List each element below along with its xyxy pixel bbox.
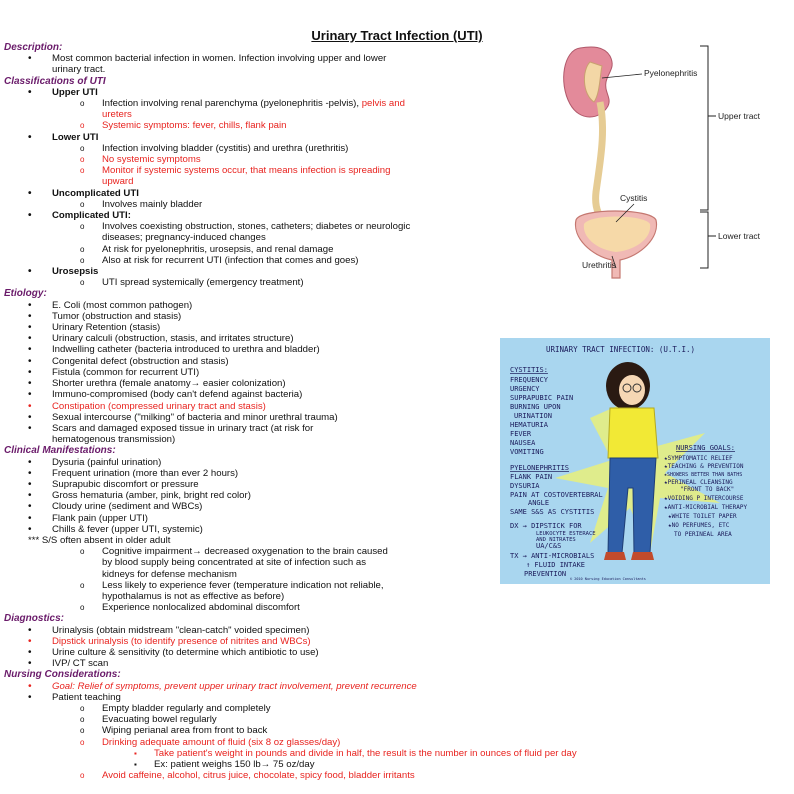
cystitis-head: CYSTITIS: (510, 366, 548, 374)
pyelo-head: PYELONEPHRITIS (510, 464, 570, 472)
list-item: • Scars and damaged exposed tissue in urinary tract (at risk for (4, 423, 524, 434)
classifications-heading: Classifications of UTI (4, 75, 106, 87)
complicated-item-cont: diseases; pregnancy-induced changes (102, 232, 266, 244)
upper-bracket (700, 46, 708, 210)
complicated-recurrent: o Also at risk for recurrent UTI (infection that comes and goes) (4, 255, 524, 266)
dx-line: DX → DIPSTICK FOR (510, 522, 582, 530)
list-item: • Cloudy urine (sediment and WBCs) (4, 501, 524, 512)
list-item: • Suprapubic discomfort or pressure (4, 479, 524, 490)
nursing-heading: Nursing Considerations: (4, 669, 121, 681)
lower-uti-monitor: o Monitor if systemic systems occur, that means infection is spreading (4, 165, 524, 176)
pyelo-line: PAIN AT COSTOVERTEBRAL (510, 491, 603, 499)
goal-line: TO PERINEAL AREA (674, 531, 732, 538)
diagnostics-heading: Diagnostics: (4, 613, 65, 625)
goal-line: ★NO PERFUMES, ETC (668, 522, 730, 529)
patient-teaching: • Patient teaching (4, 692, 524, 703)
upper-uti: • Upper UTI (4, 87, 524, 98)
cystitis-line: FEVER (510, 430, 532, 438)
older-fever: o Less likely to experience fever (temperature indication not reliable, (4, 580, 524, 591)
teaching-fluid-example: ▪ Ex: patient weighs 150 lb→ 75 oz/day (4, 759, 524, 770)
pyelo-line: DYSURIA (510, 482, 540, 490)
urosepsis-item: o UTI spread systemically (emergency treatment) (4, 277, 524, 288)
teaching-fluid-calc: ▪ Take patient's weight in pounds and divide in half, the result is the number in ounces of fluid per day (4, 748, 524, 759)
list-item: • Tumor (obstruction and stasis) (4, 311, 524, 322)
teaching-fluid: o Drinking adequate amount of fluid (six 8 oz glasses/day) (4, 737, 524, 748)
etiology-heading: Etiology: (4, 288, 47, 300)
goal-line: ★WHITE TOILET PAPER (668, 513, 737, 520)
uti-cartoon-poster (500, 338, 770, 584)
diagnostic-culture: • Urine culture & sensitivity (to determine which antibiotic to use) (4, 647, 524, 658)
cartoon-title: URINARY TRACT INFECTION: (U.T.I.) (546, 345, 696, 354)
older-cognitive-cont2: kidneys for defense mechanism (102, 568, 237, 580)
goals-head: NURSING GOALS: (676, 444, 736, 452)
goal-line: "FRONT TO BACK" (680, 486, 735, 493)
upper-uti-red: pelvis and (361, 98, 405, 110)
clinical-heading: Clinical Manifestations: (4, 445, 116, 457)
urosepsis: • Urosepsis (4, 266, 524, 277)
pyelo-line: ANGLE (528, 499, 550, 507)
goal-line: ★SYMPTOMATIC RELIEF (664, 455, 733, 462)
older-abdominal: o Experience nonlocalized abdominal discomfort (4, 602, 524, 613)
list-item: • Chills & fever (upper UTI, systemic) (4, 524, 524, 535)
dx-block (510, 522, 596, 550)
shirt (608, 408, 658, 458)
lower-uti-nosys: o No systemic symptoms (4, 154, 524, 165)
list-item-red: • Constipation (compressed urinary tract and stasis) (4, 401, 524, 412)
tx-line: ↑ FLUID INTAKE (526, 561, 586, 569)
cystitis-block (510, 366, 573, 456)
urethritis-label: Urethritis (582, 260, 617, 270)
cystitis-line: URGENCY (510, 385, 540, 393)
list-item: • Urinary calculi (obstruction, stasis, and irritates structure) (4, 333, 524, 344)
pyelo-line: FLANK PAIN (510, 473, 553, 481)
list-item: • E. Coli (most common pathogen) (4, 300, 524, 311)
teaching-item: o Wiping perianal area from front to back (4, 725, 524, 736)
diagnostic-urinalysis: • Urinalysis (obtain midstream "clean-catch" voided specimen) (4, 625, 524, 636)
goal-line: ★TEACHING & PREVENTION (664, 463, 744, 470)
list-item: • Flank pain (upper UTI) (4, 513, 524, 524)
cystitis-line: FREQUENCY (510, 376, 548, 384)
lower-uti: • Lower UTI (4, 132, 524, 143)
girl-figure (604, 362, 658, 560)
complicated-item: o Involves coexisting obstruction, stones, catheters; diabetes or neurologic (4, 221, 524, 232)
upper-tract-label: Upper tract (718, 111, 761, 121)
list-item: • Gross hematuria (amber, pink, bright red color) (4, 490, 524, 501)
tx-line: TX → ANTI-MICROBIALS (510, 552, 595, 560)
complicated-risk: o At risk for pyelonephritis, urosepsis, and renal damage (4, 244, 524, 255)
list-item: • Immuno-compromised (body can't defend against bacteria) (4, 389, 524, 400)
upper-uti-systemic: o Systemic symptoms: fever, chills, flank pain (4, 120, 524, 131)
list-item: • Sexual intercourse ("milking" of bacteria and minor urethral trauma) (4, 412, 524, 423)
etiology-list (4, 300, 524, 446)
older-fever-cont: hypothalamus is not as effective as before) (102, 590, 285, 602)
ureter (596, 102, 608, 224)
cystitis-line: URINATION (514, 412, 552, 420)
cystitis-line: HEMATURIA (510, 421, 548, 429)
cystitis-label: Cystitis (620, 193, 648, 203)
complicated-uti: • Complicated UTI: (4, 210, 524, 221)
diagnostic-dipstick: • Dipstick urinalysis (to identify presence of nitrites and WBCs) (4, 636, 524, 647)
description-text-cont: urinary tract. (52, 64, 106, 76)
tx-line: PREVENTION (524, 570, 567, 578)
cystitis-line: SUPRAPUBIC PAIN (510, 394, 574, 402)
goal-line: ★SHOWERS BETTER THAN BATHS (664, 472, 743, 478)
lower-uti-item: o Infection involving bladder (cystitis) and urethra (urethritis) (4, 143, 524, 154)
lower-tract-label: Lower tract (718, 231, 761, 241)
nursing-goal: • Goal: Relief of symptoms, prevent upper urinary tract involvement, prevent recurrence (4, 681, 524, 692)
urinary-tract-diagram (560, 42, 792, 282)
list-item: • Indwelling catheter (bacteria introduced to urethra and bladder) (4, 344, 524, 355)
face (619, 375, 645, 405)
shoe-left (604, 552, 626, 560)
goal-line: ★VOIDING P INTERCOURSE (664, 495, 744, 502)
shoe-right (631, 552, 654, 560)
list-item: • Fistula (common for recurrent UTI) (4, 367, 524, 378)
list-item-cont: hematogenous transmission) (52, 434, 176, 446)
uncomplicated-uti: • Uncomplicated UTI (4, 188, 524, 199)
uncomplicated-item: o Involves mainly bladder (4, 199, 524, 210)
older-cognitive: o Cognitive impairment→ decreased oxygenation to the brain caused (4, 546, 524, 557)
upper-uti-item (4, 98, 524, 109)
page-title: Urinary Tract Infection (UTI) (311, 28, 483, 43)
clinical-list (4, 457, 524, 535)
pyelo-line: SAME S&S AS CYSTITIS (510, 508, 595, 516)
pyelonephritis-label: Pyelonephritis (644, 68, 698, 78)
list-item: • Congenital defect (obstruction and stasis) (4, 356, 524, 367)
dx-line: AND NITRATES (536, 537, 576, 543)
cystitis-line: NAUSEA (510, 439, 536, 447)
teaching-item: o Empty bladder regularly and completely (4, 703, 524, 714)
upper-uti-cont: ureters (102, 109, 132, 121)
cystitis-line: BURNING UPON (510, 403, 561, 411)
dx-line: LEUKOCYTE ESTERACE (536, 531, 596, 537)
copyright: © 2010 Nursing Education Consultants (570, 577, 646, 581)
cystitis-line: VOMITING (510, 448, 544, 456)
description-heading: Description: (4, 42, 63, 53)
list-item: • Shorter urethra (female anatomy→ easier colonization) (4, 378, 524, 389)
dx-line: UA/C&S (536, 542, 562, 550)
list-item: • Urinary Retention (stasis) (4, 322, 524, 333)
tx-block (510, 552, 594, 578)
lower-uti-monitor-cont: upward (102, 176, 134, 188)
list-item: • Dysuria (painful urination) (4, 457, 524, 468)
goal-line: ★PERINEAL CLEANSING (664, 479, 733, 486)
older-adult-note: *** S/S often absent in older adult (28, 534, 171, 546)
list-item: • Frequent urination (more than ever 2 hours) (4, 468, 524, 479)
teaching-item: o Evacuating bowel regularly (4, 714, 524, 725)
lower-bracket (700, 212, 708, 268)
description-text: • Most common bacterial infection in women. Infection involving upper and lower (4, 53, 524, 64)
upper-uti-text: Infection involving renal parenchyma (pyelonephritis -pelvis), (102, 98, 362, 110)
teaching-avoid: o Avoid caffeine, alcohol, citrus juice, chocolate, spicy food, bladder irritants (4, 770, 524, 781)
older-cognitive-cont: by blood supply being concentrated at site of infection such as (102, 557, 366, 569)
diagnostic-ivp: • IVP/ CT scan (4, 658, 524, 669)
goal-line: ★ANTI-MICROBIAL THERAPY (664, 504, 748, 511)
